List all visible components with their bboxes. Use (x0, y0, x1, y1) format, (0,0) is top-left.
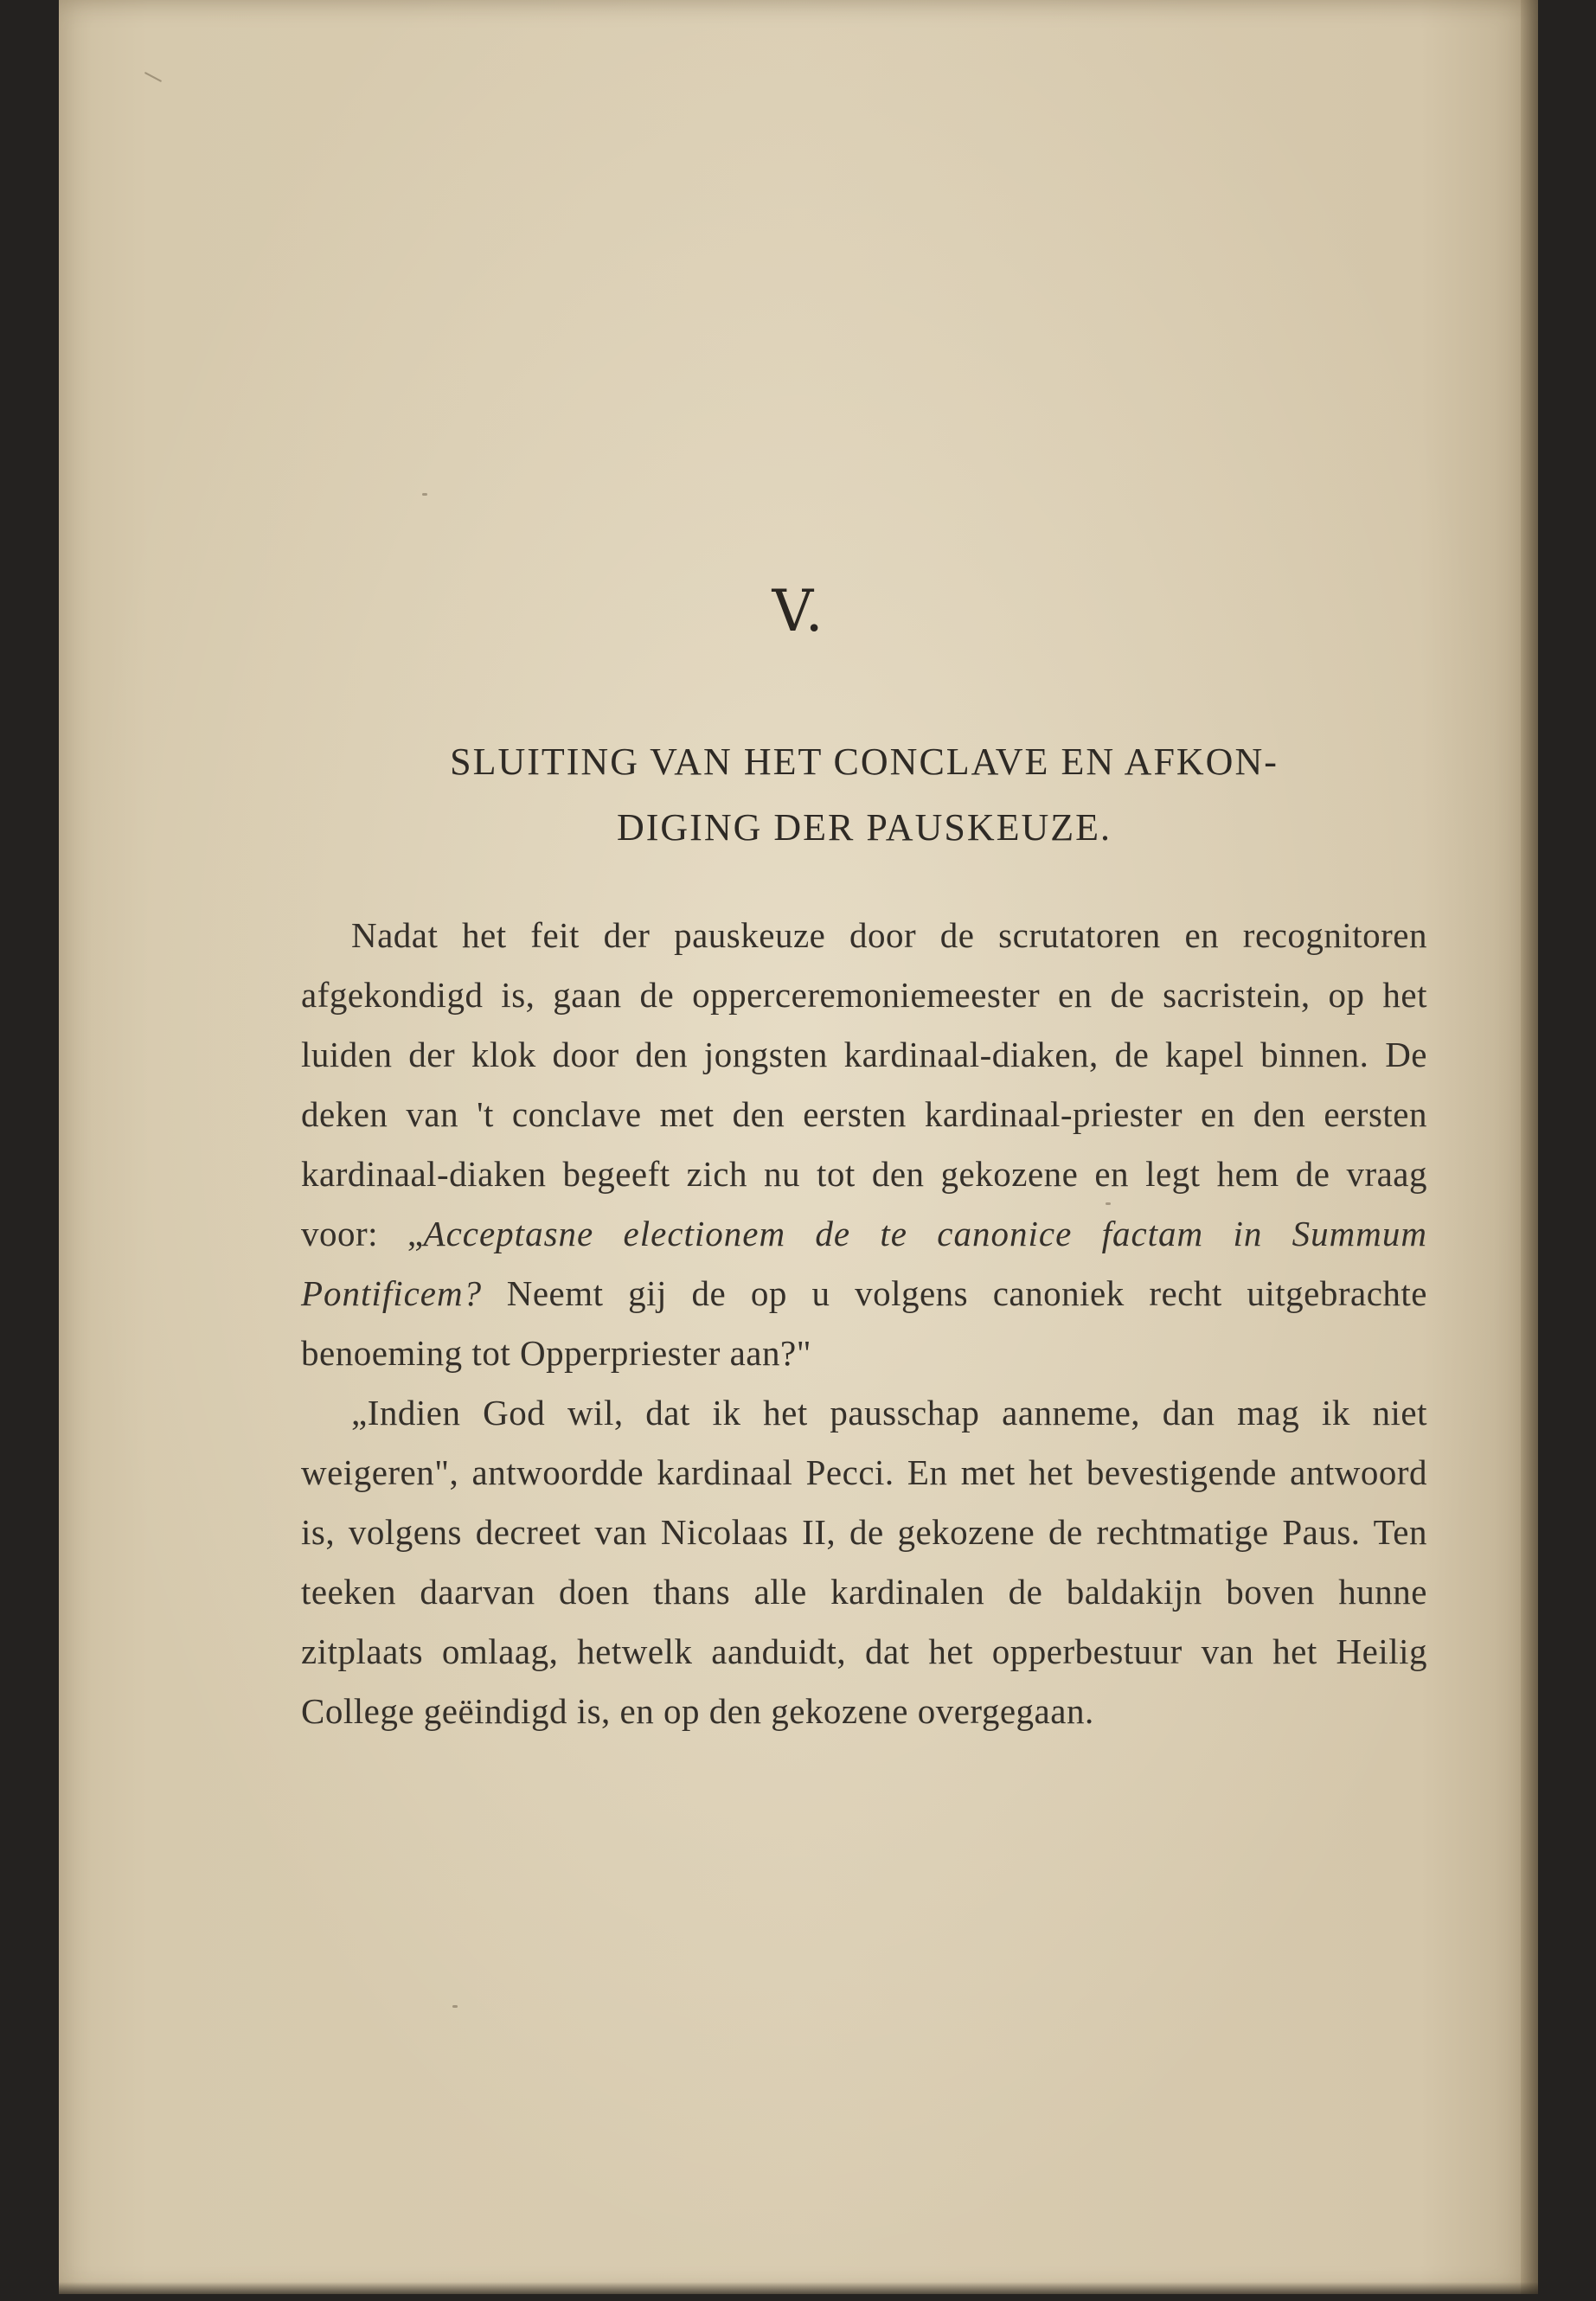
paragraph-1-continuation: Neemt gij de op u volgens canoniek recht uitgebrachte benoeming tot Opperpriester aan?" (301, 1273, 1427, 1373)
paper-speck (422, 493, 427, 496)
latin-question: Acceptasne electionem de te canonice factam in Summum Pontificem? (301, 1214, 1427, 1313)
paragraph-2: „Indien God wil, dat ik het pausschap aanneme, dan mag ik niet weigeren", antwoordde kardinaal Pecci. En met het bevestigende antwoord is, volgens decreet van Nicolaas II, de gekozene de rechtmatige Paus. Ten teeken daarvan doen thans alle kardinalen de baldakijn boven hunne zitplaats omlaag, hetwelk aanduidt, dat het opperbestuur van het Heilig College geëindigd is, en op den gekozene overgegaan. (301, 1393, 1427, 1731)
paper-speck (452, 2005, 458, 2008)
chapter-title-line-2: DIGING DER PAUSKEUZE. (616, 806, 1112, 849)
chapter-body (301, 906, 1427, 1741)
paper-speck (144, 72, 162, 82)
chapter-title-line-1: SLUITING VAN HET CONCLAVE EN AFKON- (450, 740, 1279, 783)
book-page (59, 0, 1538, 2294)
page-binding-shadow (1521, 0, 1538, 2294)
chapter-title (301, 729, 1427, 861)
chapter-numeral: V. (772, 578, 825, 644)
page-bottom-edge (59, 2282, 1538, 2294)
paragraph-1 (301, 906, 1427, 1383)
paragraph-1-text: Nadat het feit der pauskeuze door de scrutatoren en recognitoren afgekondigd is, gaan de opperceremoniemeester en de sacristein, op het luiden der klok door den jongsten kardinaal-diaken, de kapel binnen. De deken van 't conclave met den eersten kardinaal-priester en den eersten kardinaal-diaken begeeft zich nu tot den gekozene en legt hem de vraag voor: „ (301, 915, 1427, 1253)
